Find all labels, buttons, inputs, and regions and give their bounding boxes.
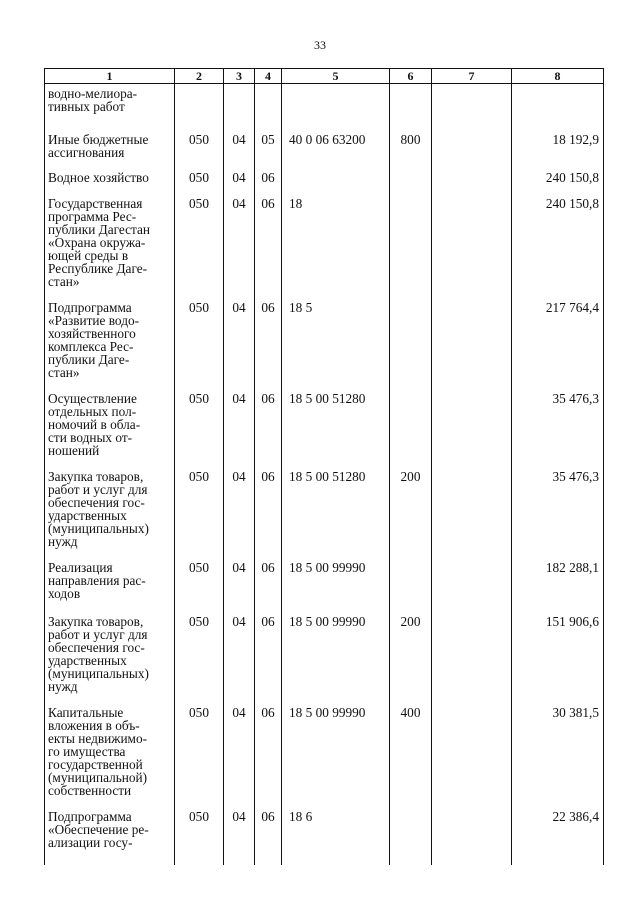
table-cell-section (224, 84, 255, 128)
table-cell-ministry: 050 (175, 701, 224, 805)
table-cell-col7 (432, 296, 512, 387)
table-cell-amount: 35 476,3 (512, 387, 604, 465)
column-header-5: 5 (282, 69, 390, 84)
table-cell-name: Государственная программа Рес- публики Дагестан «Охрана окружа- ющей среды в Республике Даге- стан» (45, 192, 175, 296)
table-cell-expense-type (390, 805, 432, 865)
table-row (45, 805, 604, 865)
table-cell-name: водно-мелиора- тивных работ (45, 84, 175, 128)
table-cell-section: 04 (224, 610, 255, 701)
table-cell-subsection: 06 (255, 610, 282, 701)
table-cell-col7 (432, 192, 512, 296)
table-cell-target-article: 40 0 06 63200 (282, 128, 390, 166)
table-cell-target-article: 18 (282, 192, 390, 296)
table-row (45, 610, 604, 701)
table-cell-name: Осуществление отдельных пол- номочий в обла- сти водных от- ношений (45, 387, 175, 465)
table-cell-col7 (432, 465, 512, 556)
table-cell-col7 (432, 387, 512, 465)
table-cell-col7 (432, 805, 512, 865)
table-cell-section: 04 (224, 387, 255, 465)
table-cell-subsection: 06 (255, 701, 282, 805)
table-cell-target-article: 18 5 00 99990 (282, 556, 390, 610)
column-header-6: 6 (390, 69, 432, 84)
table-cell-ministry: 050 (175, 805, 224, 865)
table-cell-subsection: 06 (255, 805, 282, 865)
table-cell-col7 (432, 128, 512, 166)
table-cell-section: 04 (224, 465, 255, 556)
header-row (45, 69, 604, 84)
table-cell-target-article: 18 5 00 51280 (282, 465, 390, 556)
table-cell-amount: 35 476,3 (512, 465, 604, 556)
table-cell-amount: 30 381,5 (512, 701, 604, 805)
table-cell-name: Закупка товаров, работ и услуг для обеспечения гос- ударственных (муниципальных) нужд (45, 465, 175, 556)
table-row (45, 128, 604, 166)
table-cell-section: 04 (224, 192, 255, 296)
table-cell-expense-type (390, 84, 432, 128)
table-cell-ministry: 050 (175, 556, 224, 610)
table-cell-ministry (175, 84, 224, 128)
table-cell-ministry: 050 (175, 387, 224, 465)
table-cell-target-article: 18 5 00 99990 (282, 610, 390, 701)
table-cell-ministry: 050 (175, 610, 224, 701)
table-row (45, 556, 604, 610)
table-cell-name: Иные бюджетные ассигнования (45, 128, 175, 166)
table-cell-section: 04 (224, 166, 255, 192)
table-cell-section: 04 (224, 296, 255, 387)
table-cell-ministry: 050 (175, 128, 224, 166)
column-header-2: 2 (175, 69, 224, 84)
table-body (45, 84, 604, 865)
table-cell-amount: 240 150,8 (512, 166, 604, 192)
column-header-8: 8 (512, 69, 604, 84)
table-row (45, 166, 604, 192)
column-header-7: 7 (432, 69, 512, 84)
column-header-3: 3 (224, 69, 255, 84)
table-cell-name: Подпрограмма «Развитие водо- хозяйственного комплекса Рес- публики Даге- стан» (45, 296, 175, 387)
table-cell-col7 (432, 556, 512, 610)
table-cell-subsection: 06 (255, 465, 282, 556)
table-cell-name: Реализация направления рас- ходов (45, 556, 175, 610)
table-cell-subsection: 06 (255, 387, 282, 465)
page-number: 33 (314, 38, 326, 52)
table-cell-section: 04 (224, 556, 255, 610)
table-cell-amount: 182 288,1 (512, 556, 604, 610)
table-cell-expense-type (390, 192, 432, 296)
table-cell-col7 (432, 84, 512, 128)
table-cell-col7 (432, 166, 512, 192)
table-cell-subsection: 06 (255, 192, 282, 296)
column-header-1: 1 (45, 69, 175, 84)
table-cell-expense-type (390, 556, 432, 610)
table-cell-expense-type: 200 (390, 465, 432, 556)
table-cell-target-article (282, 84, 390, 128)
table-cell-col7 (432, 701, 512, 805)
table-cell-target-article: 18 5 00 99990 (282, 701, 390, 805)
column-header-4: 4 (255, 69, 282, 84)
table-cell-section: 04 (224, 701, 255, 805)
table-row (45, 192, 604, 296)
table-row (45, 84, 604, 128)
table-cell-section: 04 (224, 128, 255, 166)
table-cell-subsection: 05 (255, 128, 282, 166)
table-cell-section: 04 (224, 805, 255, 865)
table-cell-col7 (432, 610, 512, 701)
table-cell-amount: 22 386,4 (512, 805, 604, 865)
table-cell-name: Закупка товаров, работ и услуг для обеспечения гос- ударственных (муниципальных) нужд (45, 610, 175, 701)
table-cell-target-article (282, 166, 390, 192)
table-cell-subsection: 06 (255, 166, 282, 192)
table-cell-ministry: 050 (175, 166, 224, 192)
table-cell-ministry: 050 (175, 296, 224, 387)
table-cell-amount (512, 84, 604, 128)
table-row (45, 296, 604, 387)
table-cell-amount: 217 764,4 (512, 296, 604, 387)
table-cell-subsection (255, 84, 282, 128)
table-row (45, 701, 604, 805)
table-cell-expense-type: 800 (390, 128, 432, 166)
table-cell-subsection: 06 (255, 296, 282, 387)
table-cell-target-article: 18 6 (282, 805, 390, 865)
table-cell-amount: 151 906,6 (512, 610, 604, 701)
table-row (45, 465, 604, 556)
table-cell-expense-type: 400 (390, 701, 432, 805)
table-cell-ministry: 050 (175, 465, 224, 556)
table-row (45, 387, 604, 465)
table-cell-amount: 240 150,8 (512, 192, 604, 296)
table-cell-name: Водное хозяйство (45, 166, 175, 192)
table-cell-subsection: 06 (255, 556, 282, 610)
table-cell-expense-type (390, 296, 432, 387)
table-cell-expense-type: 200 (390, 610, 432, 701)
table-cell-target-article: 18 5 (282, 296, 390, 387)
table-cell-amount: 18 192,9 (512, 128, 604, 166)
table-cell-ministry: 050 (175, 192, 224, 296)
budget-table (44, 68, 604, 865)
table-cell-target-article: 18 5 00 51280 (282, 387, 390, 465)
table-cell-name: Подпрограмма «Обеспечение ре- ализации госу- (45, 805, 175, 865)
table-cell-name: Капитальные вложения в объ- екты недвижимо- го имущества государственной (муниципальной) собственности (45, 701, 175, 805)
table-cell-expense-type (390, 166, 432, 192)
table-cell-expense-type (390, 387, 432, 465)
